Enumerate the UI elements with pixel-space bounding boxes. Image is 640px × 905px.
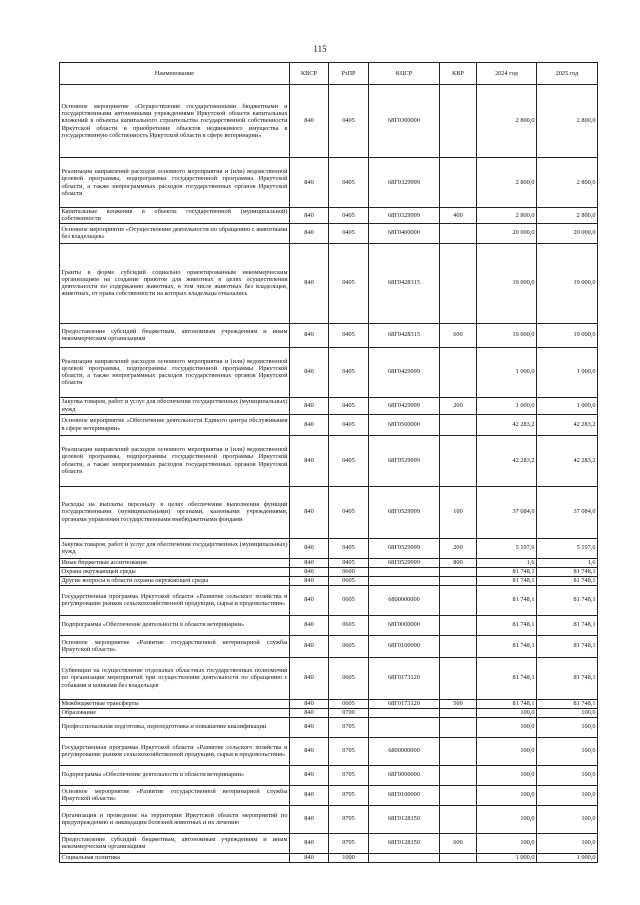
table-row: [60, 833, 598, 853]
row-kcsr: 68Г0428315: [369, 243, 440, 323]
row-rzpr: 0405: [329, 158, 369, 208]
row-kvr: [440, 635, 477, 657]
row-2025: 81 748,1: [537, 615, 598, 635]
row-rzpr: 0405: [329, 323, 369, 347]
row-2025: 100,0: [537, 737, 598, 765]
row-kvr: [440, 567, 477, 576]
row-name: Основное мероприятие «Развитие государственной ветеринарной службы Иркутской области»: [60, 785, 290, 805]
row-kcsr: 6800000000: [369, 737, 440, 765]
row-2025: 81 748,1: [537, 657, 598, 699]
row-name: Реализация направлений расходов основного мероприятия и (или) ведомственной целевой программы, подпрограммы государственной программы Иркутской области, а также непрограммных расходов государственных органов Иркутской области: [60, 158, 290, 208]
row-rzpr: 0405: [329, 243, 369, 323]
row-2025: 100,0: [537, 785, 598, 805]
row-2024: 100,0: [477, 737, 537, 765]
table-row: [60, 323, 598, 347]
row-2025: 20 000,0: [537, 223, 598, 243]
table-row: [60, 765, 598, 785]
row-2025: 100,0: [537, 708, 598, 717]
row-kcsr: 68Г0173120: [369, 657, 440, 699]
table-row: [60, 708, 598, 717]
row-2024: 81 748,1: [477, 657, 537, 699]
row-kvr: [440, 717, 477, 737]
row-kvr: 200: [440, 538, 477, 558]
table-row: [60, 717, 598, 737]
row-rzpr: 0405: [329, 435, 369, 486]
row-kvsr: 840: [290, 805, 329, 833]
row-2025: 2 800,0: [537, 158, 598, 208]
row-2025: 19 000,0: [537, 323, 598, 347]
row-name: Предоставление субсидий бюджетным, автономным учреждениям и иным некоммерческим организациям: [60, 323, 290, 347]
row-2024: 37 084,0: [477, 486, 537, 538]
row-kcsr: 68Г0529999: [369, 435, 440, 486]
row-kvr: [440, 158, 477, 208]
table-row: [60, 576, 598, 585]
row-kvr: [440, 347, 477, 397]
row-kcsr: 68Г0128150: [369, 833, 440, 853]
row-2024: 81 748,1: [477, 576, 537, 585]
row-2024: 100,0: [477, 708, 537, 717]
row-kvr: 800: [440, 558, 477, 567]
row-2025: 42 283,2: [537, 435, 598, 486]
row-2025: 5 197,6: [537, 538, 598, 558]
row-name: Основное мероприятие «Осуществление государственными бюджетными и государственными автономными учреждениями Иркутской области капитальных вложений в объекты капитального строительства государственной собственности Иркутской области и приобретение объектов недвижимого имущества в государственную собственность Иркутской области в сфере ветеринарии»: [60, 85, 290, 158]
row-2024: 81 748,1: [477, 699, 537, 708]
row-name: Социальная политика: [60, 853, 290, 862]
row-kvsr: 840: [290, 853, 329, 862]
row-kcsr: [369, 576, 440, 585]
row-kcsr: [369, 853, 440, 862]
row-kcsr: 68Г0529999: [369, 538, 440, 558]
row-2024: 19 000,0: [477, 323, 537, 347]
row-2025: 81 748,1: [537, 585, 598, 615]
row-kcsr: [369, 708, 440, 717]
header-2025: 2025 год: [537, 63, 598, 85]
row-rzpr: 0405: [329, 223, 369, 243]
row-2025: 81 748,1: [537, 699, 598, 708]
row-rzpr: 0405: [329, 347, 369, 397]
row-kvsr: 840: [290, 833, 329, 853]
table-row: [60, 414, 598, 435]
row-name: Основное мероприятие «Осуществление деятельности по обращению с животными без владельцев»: [60, 223, 290, 243]
row-2024: 1,6: [477, 558, 537, 567]
row-kvr: [440, 657, 477, 699]
row-kvr: [440, 853, 477, 862]
table-row: [60, 737, 598, 765]
row-kvsr: 840: [290, 567, 329, 576]
row-kvr: 600: [440, 833, 477, 853]
row-rzpr: 0405: [329, 208, 369, 224]
row-kvsr: 840: [290, 414, 329, 435]
row-2025: 1 000,0: [537, 347, 598, 397]
row-2024: 81 748,1: [477, 635, 537, 657]
row-kcsr: [369, 717, 440, 737]
row-rzpr: 0405: [329, 486, 369, 538]
row-2024: 20 000,0: [477, 223, 537, 243]
row-kcsr: [369, 567, 440, 576]
row-rzpr: 0605: [329, 699, 369, 708]
table-row: [60, 567, 598, 576]
row-2025: 37 084,0: [537, 486, 598, 538]
row-kcsr: 68Г0428315: [369, 323, 440, 347]
row-kvr: 400: [440, 208, 477, 224]
row-kvsr: 840: [290, 699, 329, 708]
row-2025: 1,6: [537, 558, 598, 567]
row-rzpr: 0705: [329, 737, 369, 765]
row-2024: 2 800,0: [477, 158, 537, 208]
table-header-row: [60, 63, 598, 85]
row-name: Реализация направлений расходов основного мероприятия и (или) ведомственной целевой программы, подпрограммы государственной программы Иркутской области, а также непрограммных расходов государственных органов Иркутской области: [60, 435, 290, 486]
row-name: Другие вопросы в области охраны окружающей среды: [60, 576, 290, 585]
row-kcsr: 68Г0329999: [369, 158, 440, 208]
table-row: [60, 435, 598, 486]
row-rzpr: 0405: [329, 558, 369, 567]
row-rzpr: 0705: [329, 765, 369, 785]
row-kvsr: 840: [290, 347, 329, 397]
row-rzpr: 1000: [329, 853, 369, 862]
row-kvsr: 840: [290, 765, 329, 785]
row-rzpr: 0405: [329, 414, 369, 435]
row-name: Реализация направлений расходов основного мероприятия и (или) ведомственной целевой программы, подпрограммы государственной программы Иркутской области, а также непрограммных расходов государственных органов Иркутской области: [60, 347, 290, 397]
row-2025: 81 748,1: [537, 635, 598, 657]
row-2024: 42 283,2: [477, 414, 537, 435]
row-kvsr: 840: [290, 717, 329, 737]
table-row: [60, 558, 598, 567]
row-name: Расходы на выплаты персоналу в целях обеспечения выполнения функций государственными (муниципальными) органами, казенными учреждениями, органами управления государственными внебюджетными фондами: [60, 486, 290, 538]
row-kvr: [440, 585, 477, 615]
row-kvsr: 840: [290, 85, 329, 158]
row-kvr: [440, 85, 477, 158]
table-row: [60, 785, 598, 805]
row-kvsr: 840: [290, 657, 329, 699]
table-row: [60, 486, 598, 538]
row-rzpr: 0605: [329, 657, 369, 699]
row-kcsr: 68Г0128150: [369, 805, 440, 833]
row-kvr: [440, 576, 477, 585]
row-2024: 100,0: [477, 785, 537, 805]
row-kcsr: 68Г0100000: [369, 635, 440, 657]
row-kcsr: 68Г0529999: [369, 486, 440, 538]
row-rzpr: 0605: [329, 615, 369, 635]
row-2024: 100,0: [477, 717, 537, 737]
row-2025: 100,0: [537, 833, 598, 853]
row-kvsr: 840: [290, 615, 329, 635]
page-number: 115: [313, 44, 327, 54]
row-2025: 100,0: [537, 805, 598, 833]
table-row: [60, 585, 598, 615]
row-rzpr: 0605: [329, 576, 369, 585]
table-row: [60, 397, 598, 414]
row-2025: 81 748,1: [537, 567, 598, 576]
row-2024: 100,0: [477, 805, 537, 833]
row-2025: 1 000,0: [537, 853, 598, 862]
row-2025: 1 000,0: [537, 397, 598, 414]
row-2025: 2 800,0: [537, 208, 598, 224]
row-name: Государственная программа Иркутской области «Развитие сельского хозяйства и регулирование рынков сельскохозяйственной продукции, сырья и продовольствия»: [60, 585, 290, 615]
row-kvsr: 840: [290, 785, 329, 805]
row-rzpr: 0405: [329, 85, 369, 158]
row-kcsr: 68Г0529999: [369, 558, 440, 567]
row-name: Межбюджетные трансферты: [60, 699, 290, 708]
row-kvr: [440, 805, 477, 833]
row-kvsr: 840: [290, 158, 329, 208]
row-kvr: 600: [440, 323, 477, 347]
row-2024: 81 748,1: [477, 567, 537, 576]
header-kvr: КВР: [440, 63, 477, 85]
row-kvsr: 840: [290, 576, 329, 585]
header-kvsr: КВСР: [290, 63, 329, 85]
row-2024: 81 748,1: [477, 615, 537, 635]
table-row: [60, 208, 598, 224]
row-kcsr: 68Г0429999: [369, 347, 440, 397]
budget-table: [59, 62, 598, 863]
row-kvsr: 840: [290, 243, 329, 323]
row-kcsr: 68Г0100000: [369, 785, 440, 805]
row-rzpr: 0705: [329, 833, 369, 853]
row-2025: 100,0: [537, 717, 598, 737]
row-kvr: [440, 708, 477, 717]
row-name: Основное мероприятие «Развитие государственной ветеринарной службы Иркутской области»: [60, 635, 290, 657]
row-rzpr: 0700: [329, 708, 369, 717]
header-rzpr: РзПР: [329, 63, 369, 85]
row-rzpr: 0705: [329, 785, 369, 805]
row-2025: 81 748,1: [537, 576, 598, 585]
row-2024: 19 000,0: [477, 243, 537, 323]
row-name: Образование: [60, 708, 290, 717]
row-kvsr: 840: [290, 635, 329, 657]
row-rzpr: 0600: [329, 567, 369, 576]
table-row: [60, 538, 598, 558]
row-kvr: [440, 223, 477, 243]
table-row: [60, 243, 598, 323]
table-row: [60, 635, 598, 657]
row-kvsr: 840: [290, 708, 329, 717]
row-2024: 100,0: [477, 833, 537, 853]
table-row: [60, 158, 598, 208]
row-2024: 2 800,0: [477, 85, 537, 158]
row-kcsr: 68Г0000000: [369, 615, 440, 635]
row-kvsr: 840: [290, 558, 329, 567]
table-row: [60, 853, 598, 862]
row-2025: 2 800,0: [537, 85, 598, 158]
row-kcsr: 68Г0329999: [369, 208, 440, 224]
row-kvsr: 840: [290, 208, 329, 224]
row-2025: 19 000,0: [537, 243, 598, 323]
row-kvsr: 840: [290, 435, 329, 486]
row-rzpr: 0405: [329, 397, 369, 414]
row-kcsr: 6800000000: [369, 585, 440, 615]
row-kcsr: 68Г0000000: [369, 765, 440, 785]
row-name: Гранты в форме субсидий социально ориентированным некоммерческим организациям на создание приютов для животных в целях осуществления деятельности по содержанию животных, в том числе животных без владельцев, животных, от права собственности на которых владельцы отказались: [60, 243, 290, 323]
row-kvr: 500: [440, 699, 477, 708]
row-name: Иные бюджетные ассигнования: [60, 558, 290, 567]
row-rzpr: 0705: [329, 717, 369, 737]
table-row: [60, 657, 598, 699]
row-name: Субвенции на осуществление отдельных областных государственных полномочий по организации мероприятий при осуществлении деятельности по обращению с собаками и кошками без владельцев: [60, 657, 290, 699]
row-kvsr: 840: [290, 486, 329, 538]
row-name: Охрана окружающей среды: [60, 567, 290, 576]
row-kcsr: 68Г0500000: [369, 414, 440, 435]
row-kvsr: 840: [290, 397, 329, 414]
row-name: Организация и проведение на территории Иркутской области мероприятий по предупреждению и ликвидации болезней животных и их лечению: [60, 805, 290, 833]
row-rzpr: 0605: [329, 585, 369, 615]
header-name: Наименование: [60, 63, 290, 85]
table-row: [60, 699, 598, 708]
row-kvr: [440, 615, 477, 635]
row-2025: 42 283,2: [537, 414, 598, 435]
row-rzpr: 0605: [329, 635, 369, 657]
row-2025: 100,0: [537, 765, 598, 785]
row-name: Подпрограмма «Обеспечение деятельности в области ветеринарии»: [60, 765, 290, 785]
row-kvsr: 840: [290, 737, 329, 765]
row-2024: 100,0: [477, 765, 537, 785]
row-kvr: 100: [440, 486, 477, 538]
row-kvsr: 840: [290, 223, 329, 243]
row-name: Государственная программа Иркутской области «Развитие сельского хозяйства и регулирование рынков сельскохозяйственной продукции, сырья и продовольствия»: [60, 737, 290, 765]
row-kvsr: 840: [290, 323, 329, 347]
row-2024: 81 748,1: [477, 585, 537, 615]
table-row: [60, 805, 598, 833]
table-row: [60, 615, 598, 635]
row-kvr: [440, 737, 477, 765]
row-rzpr: 0705: [329, 805, 369, 833]
row-kcsr: 68Г0300000: [369, 85, 440, 158]
table-row: [60, 223, 598, 243]
header-2024: 2024 год: [477, 63, 537, 85]
row-name: Подпрограмма «Обеспечение деятельности в области ветеринарии»: [60, 615, 290, 635]
table-row: [60, 85, 598, 158]
row-kvr: 200: [440, 397, 477, 414]
row-kvr: [440, 765, 477, 785]
row-rzpr: 0405: [329, 538, 369, 558]
row-kcsr: 68Г0173120: [369, 699, 440, 708]
row-name: Предоставление субсидий бюджетным, автономным учреждениям и иным некоммерческим организациям: [60, 833, 290, 853]
row-2024: 42 283,2: [477, 435, 537, 486]
row-name: Закупка товаров, работ и услуг для обеспечения государственных (муниципальных) нужд: [60, 538, 290, 558]
row-2024: 1 000,0: [477, 853, 537, 862]
row-2024: 2 800,0: [477, 208, 537, 224]
header-kcsr: КЦСР: [369, 63, 440, 85]
row-kvr: [440, 785, 477, 805]
row-kcsr: 68Г0400000: [369, 223, 440, 243]
row-kcsr: 68Г0429999: [369, 397, 440, 414]
row-kvsr: 840: [290, 538, 329, 558]
row-kvr: [440, 243, 477, 323]
row-kvr: [440, 414, 477, 435]
row-2024: 1 000,0: [477, 397, 537, 414]
row-2024: 1 000,0: [477, 347, 537, 397]
row-name: Капитальные вложения в объекты государственной (муниципальной) собственности: [61, 208, 288, 223]
row-kvr: [440, 435, 477, 486]
row-name: Основное мероприятие «Обеспечение деятельности Единого центра обслуживания в сфере ветеринарии»: [60, 414, 290, 435]
row-name: Закупка товаров, работ и услуг для обеспечения государственных (муниципальных) нужд: [61, 398, 288, 413]
row-kvsr: 840: [290, 585, 329, 615]
table-row: [60, 347, 598, 397]
row-2024: 5 197,6: [477, 538, 537, 558]
row-name: Профессиональная подготовка, переподготовка и повышение квалификации: [60, 717, 290, 737]
